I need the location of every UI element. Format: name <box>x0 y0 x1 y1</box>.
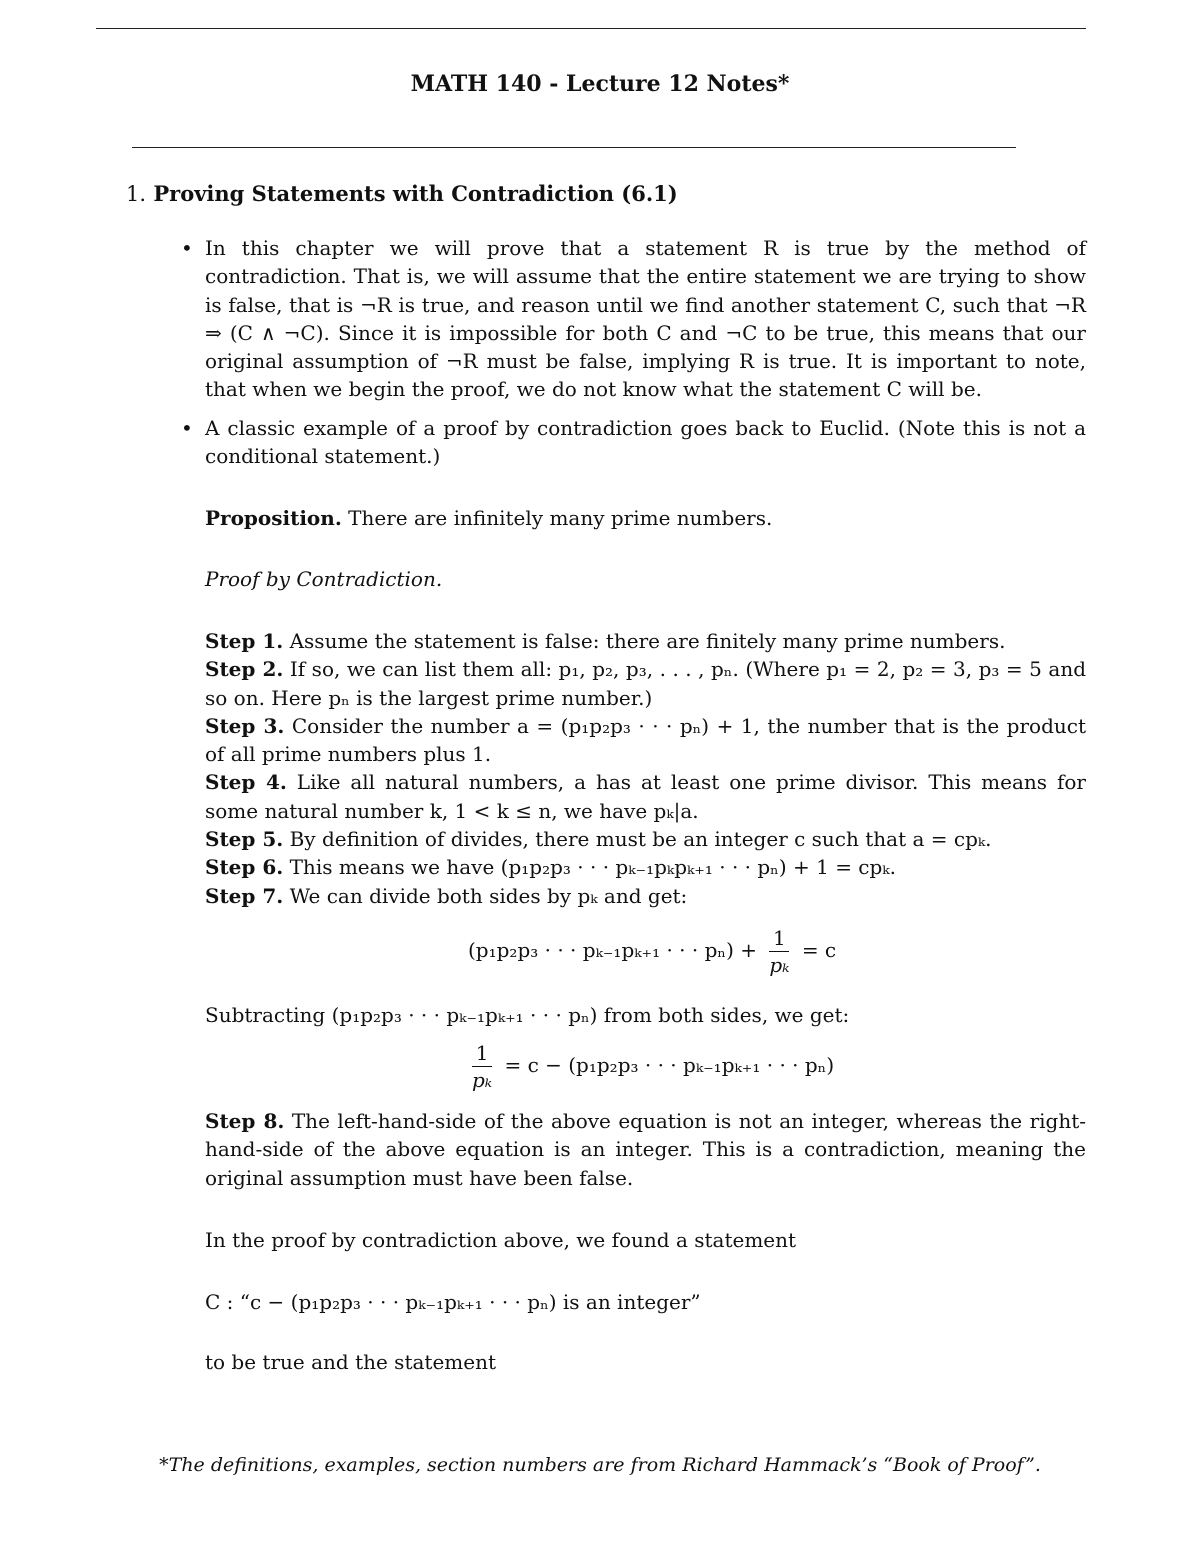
fraction-denominator: pₖ <box>769 953 790 977</box>
proposition-label: Proposition. <box>205 506 342 530</box>
step-text: Like all natural numbers, a has at least one prime divisor. This means for some natural number k, 1 < k ≤ n, we have pₖ|a. <box>205 770 1086 823</box>
step-text: The left-hand-side of the above equation is not an integer, whereas the right-hand-side of the above equation is an integer. This is a contradiction, meaning the original assumption must have been false. <box>205 1109 1087 1190</box>
step-label: Step 8. <box>205 1109 285 1133</box>
step-label: Step 3. <box>205 713 285 738</box>
found-statement-text: In the proof by contradiction above, we found a statement <box>205 1228 797 1252</box>
step-text: This means we have (p₁p₂p₃ · · · pₖ₋₁pₖpₖ₊₁ · · · pₙ) + 1 = cpₖ. <box>289 855 896 880</box>
section-heading <box>126 180 678 208</box>
true-statement-text: to be true and the statement <box>205 1350 496 1374</box>
step-text: We can divide both sides by pₖ and get: <box>289 883 688 908</box>
step <box>205 627 1086 655</box>
bullet-text: In this chapter we will prove that a statement R is true by the method of contradiction. That is, we will assume that the entire statement we are trying to show is false, that is ¬R is true, and reason until we find another statement C, such that ¬R ⇒ (C ∧ ¬C). Since it is impossible for both C and ¬C to be true, this means that our original assumption of ¬R must be false, implying R is true. It is important to note, that when we begin the proof, we do not know what the statement C will be. <box>205 236 1086 402</box>
fraction-denominator: pₖ <box>472 1068 493 1092</box>
fraction <box>472 1040 492 1093</box>
step <box>205 825 1086 853</box>
step-text: Assume the statement is false: there are finitely many prime numbers. <box>289 629 1006 653</box>
equation-right: = c − (p₁p₂p₃ · · · pₖ₋₁pₖ₊₁ · · · pₙ) <box>504 1053 835 1077</box>
step <box>205 655 1086 712</box>
step-label: Step 5. <box>205 827 284 852</box>
step-label: Step 1. <box>205 629 284 653</box>
section-title: Proving Statements with Contradiction (6.1) <box>153 181 678 206</box>
step <box>205 712 1086 769</box>
step-text: If so, we can list them all: p₁, p₂, p₃, . . . , pₙ. (Where p₁ = 2, p₂ = 3, p₃ = 5 and so on. Here pₙ is the largest prime number.) <box>205 657 1086 710</box>
step-label: Step 6. <box>205 855 284 880</box>
proposition <box>205 504 1086 532</box>
proposition-text: There are infinitely many prime numbers. <box>348 506 773 530</box>
equation-right: = c <box>801 938 837 962</box>
step-label: Step 4. <box>205 770 287 795</box>
step-text: Consider the number a = (p₁p₂p₃ · · · pₙ) + 1, the number that is the product of all prime numbers plus 1. <box>205 713 1087 767</box>
step-label: Step 7. <box>205 883 284 908</box>
bullet-marker: • <box>181 416 193 440</box>
fraction-numerator: 1 <box>472 1040 492 1067</box>
step <box>205 882 1086 910</box>
equation-left: (p₁p₂p₃ · · · pₖ₋₁pₖ₊₁ · · · pₙ) + <box>468 938 757 962</box>
top-rule <box>96 28 1086 29</box>
statement-c: C : “c − (p₁p₂p₃ · · · pₖ₋₁pₖ₊₁ · · · pₙ) is an integer” <box>205 1290 701 1314</box>
proof-steps <box>205 627 1086 910</box>
section-number: 1. <box>126 182 147 206</box>
subtracting-text: Subtracting (p₁p₂p₃ · · · pₖ₋₁pₖ₊₁ · · · pₙ) from both sides, we get: <box>205 1003 850 1027</box>
equation-subtract <box>466 1040 834 1093</box>
step <box>205 853 1086 881</box>
step-text: By definition of divides, there must be an integer c such that a = cpₖ. <box>289 827 992 852</box>
title-rule <box>132 147 1016 148</box>
fraction-numerator: 1 <box>769 925 789 952</box>
step <box>205 768 1086 825</box>
step-label: Step 2. <box>205 657 284 682</box>
proof-label: Proof by Contradiction. <box>205 567 443 591</box>
page-title: MATH 140 - Lecture 12 Notes* <box>410 71 790 97</box>
equation-divide <box>468 925 836 978</box>
fraction <box>769 925 789 978</box>
bullet-marker: • <box>181 236 193 260</box>
bullet-text: A classic example of a proof by contradiction goes back to Euclid. (Note this is not a conditional statement.) <box>205 416 1086 469</box>
footnote: *The definitions, examples, section numbers are from Richard Hammack’s “Book of Proof”. <box>159 1454 1041 1476</box>
step-8 <box>205 1107 1086 1192</box>
